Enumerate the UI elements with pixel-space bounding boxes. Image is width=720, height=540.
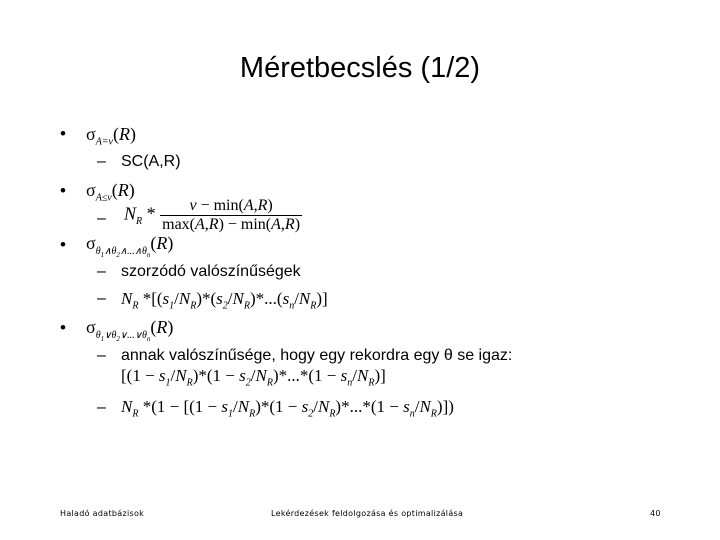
footer-course-name: Haladó adatbázisok — [60, 509, 145, 518]
bullet-4-probability-formula: $[(1 - s_1/N_R)*(1 - s_2/N_R)*...*(1 - s_n/N_R)]$ — [121, 366, 386, 389]
bullet-2-formula: $\sigma_{A\le v}(R)$ — [86, 180, 135, 204]
bullet-3-dash-2: – — [97, 290, 106, 307]
bullet-1-dash: – — [97, 153, 106, 170]
bullet-3-formula: $\sigma_{\theta_1\wedge\theta_2\wedge...\wedge\theta_n}(R)$ — [86, 233, 174, 259]
bullet-2-fraction-formula: $N_R$ * $\frac{v - \min(A,R)}{\max(A,R) - \min(A,R)}$ — [124, 197, 301, 233]
slide-title: Méretbecslés (1/2) — [239, 52, 481, 84]
bullet-3-product-formula: $N_R$ $*[(s_1/N_R)*(s_2/N_R)*...(s_n/N_R)]$ — [121, 289, 328, 312]
fraction-denominator: max(A,R) − min(A,R) — [162, 216, 301, 233]
bullet-4-formula: $\sigma_{\theta_1\vee\theta_2\vee...\vee\theta_n}(R)$ — [86, 317, 174, 343]
bullet-1-formula: $\sigma_{A=v}(R)$ — [86, 124, 136, 148]
bullet-4-dash-1: – — [97, 347, 106, 364]
bullet-4-sub-text: annak valószínűsége, hogy egy rekordra egy θ se igaz: — [121, 347, 513, 364]
bullet-4-marker: • — [60, 318, 66, 337]
fraction — [160, 197, 302, 234]
bullet-4-dash-2: – — [97, 399, 106, 416]
bullet-2-dash: – — [97, 210, 106, 227]
bullet-2-marker: • — [60, 181, 66, 200]
bullet-3-sub-text: szorzódó valószínűségek — [121, 263, 301, 280]
footer-topic: Lekérdezések feldolgozása és optimalizálása — [271, 509, 464, 518]
bullet-3-marker: • — [60, 235, 66, 254]
footer-page-number: 40 — [650, 509, 661, 518]
bullet-1-sub-text: SC(A,R) — [121, 153, 181, 170]
bullet-1-marker: • — [60, 124, 66, 143]
bullet-4-result-formula: $N_R$ $*(1 - [(1 - s_1/N_R)*(1 - s_2/N_R)*...*(1 - s_n/N_R)])$ — [121, 397, 454, 420]
fraction-numerator: v − min(A,R) — [189, 197, 273, 214]
bullet-3-dash-1: – — [97, 263, 106, 280]
